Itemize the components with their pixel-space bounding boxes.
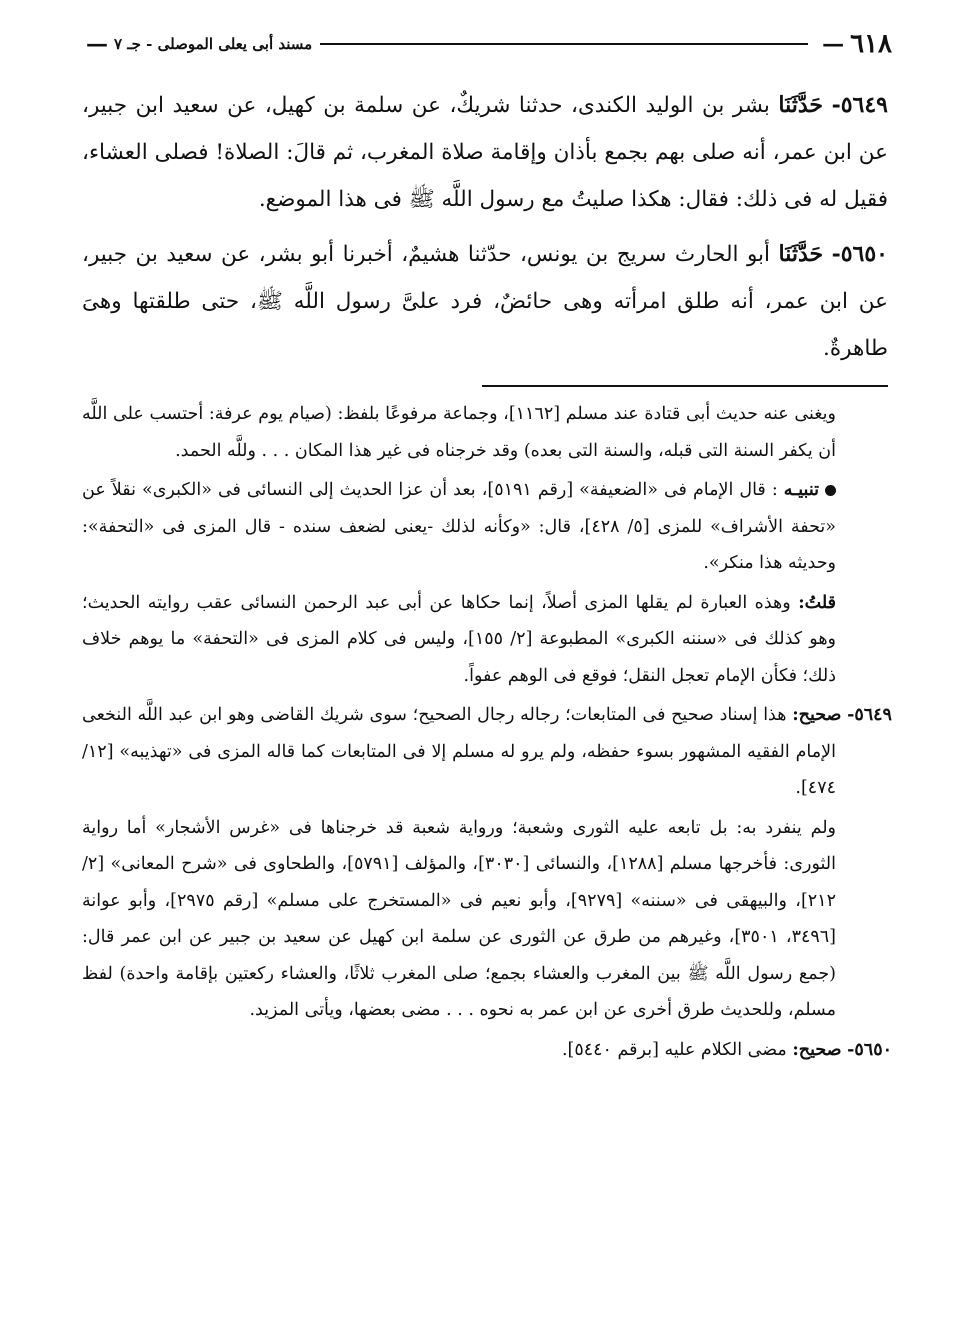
- note-5649: [82, 697, 892, 807]
- book-title: مسند أبى يعلى الموصلى - جـ ٧: [114, 35, 313, 53]
- note-number: ٥٦٤٩-: [847, 705, 892, 725]
- header-dash-end: —: [86, 31, 108, 57]
- page-number: ٦١٨: [850, 29, 892, 59]
- hadith-number: ٥٦٥٠-: [831, 241, 888, 267]
- note-qultu: [82, 585, 892, 695]
- note-continuation: ويغنى عنه حديث أبى قتادة عند مسلم [١١٦٢]، وجماعة مرفوعًا بلفظ: (صيام يوم عرفة: أحتسب على اللَّه أن يكفر السنة التى قبله، والسنة التى بعده) وقد خرجناه فى غير هذا المكان . . . وللَّه الحمد.: [82, 404, 837, 461]
- page-header: [80, 22, 892, 66]
- note-5650: [82, 1032, 892, 1069]
- grade-label: صحيح:: [792, 705, 842, 725]
- qultu-text: وهذه العبارة لم يقلها المزى أصلاً، إنما حكاها عن أبى عبد الرحمن النسائى عقب روايته الحديث؛ وهو كذلك فى «سننه الكبرى» المطبوعة [٢/ ١٥٥]، وليس فى كلام المزى فى «التحفة» ما يوهم خلاف ذلك؛ فكأن الإمام تعجل النقل؛ فوقع فى الوهم عفواً.: [82, 592, 836, 686]
- hadith-5650: [82, 231, 888, 372]
- hadith-text: [82, 82, 888, 380]
- hadith-opening: حَدَّثَنَا: [778, 241, 824, 267]
- hadith-body: أبو الحارث سريج بن يونس، حدّثنا هشيمٌ، أخبرنا أبو بشر، عن سعيد بن جبير، عن ابن عمر، أنه طلق امرأته وهى حائضٌ، فرد علىَّ رسول اللَّه ﷺ، حتى طلقتها وهىَ طاهرةٌ.: [82, 242, 888, 361]
- note-tanbih: [82, 472, 892, 582]
- grade-label: صحيح:: [792, 1039, 842, 1060]
- bullet-icon: [825, 485, 836, 496]
- note-text: هذا إسناد صحيح فى المتابعات؛ رجاله رجال الصحيح؛ سوى شريك القاضى وهو ابن عبد اللَّه النخعى الإمام الفقيه المشهور بسوء حفظه، ولم يرو له مسلم إلا فى المتابعات كما قاله المزى فى «تهذيبه» [١٢/ ٤٧٤].: [82, 705, 836, 798]
- note-text: مضى الكلام عليه [برقم ٥٤٤٠].: [561, 1039, 787, 1060]
- qultu-label: قلتُ:: [798, 592, 836, 613]
- note-number: ٥٦٥٠-: [847, 1039, 892, 1060]
- hadith-body: بشر بن الوليد الكندى، حدثنا شريكٌ، عن سلمة بن كهيل، عن سعيد ابن جبير، عن ابن عمر، أنه صلى بهم بجمع بأذان وإقامة صلاة المغرب، ثم قالَ: الصلاة! فصلى العشاء، فقيل له فى ذلك: فقال: هكذا صليتُ مع رسول اللَّه ﷺ فى هذا الموضع.: [82, 93, 888, 212]
- hadith-5649: [82, 82, 888, 223]
- header-rule: [320, 43, 808, 45]
- hadith-opening: حَدَّثَنَا: [778, 92, 824, 118]
- footnote-separator: [482, 385, 888, 387]
- note-5649-more: ولم ينفرد به: بل تابعه عليه الثورى وشعبة؛ ورواية شعبة قد خرجناها فى «غرس الأشجار» أما رواية الثورى: فأخرجها مسلم [١٢٨٨]، والنسائى [٣٠٣٠]، والمؤلف [٥٧٩١]، والطحاوى فى «شرح المعانى» [٢/ ٢١٢]، والبيهقى فى «سننه» [٩٢٧٩]، وأبو نعيم فى «المستخرج على مسلم» [رقم ٢٩٧٥]، وأبو عوانة [٣٤٩٦، ٣٥٠١]، وغيرهم من طرق عن الثورى عن سلمة ابن كهيل عن سعيد بن جبير عن ابن عمر قال: (جمع رسول اللَّه ﷺ بين المغرب والعشاء بجمع؛ صلى المغرب ثلاثًا، والعشاء ركعتين بإقامة واحدة) لفظ مسلم، وللحديث طرق أخرى عن ابن عمر به نحوه . . . مضى بعضها، ويأتى المزيد.: [82, 817, 836, 1020]
- hadith-number: ٥٦٤٩-: [831, 92, 888, 118]
- tanbih-label: تنبيـه: [783, 480, 819, 500]
- tanbih-text: : قال الإمام فى «الضعيفة» [رقم ٥١٩١]، بعد أن عزا الحديث إلى النسائى فى «الكبرى» نقلاً عن «تحفة الأشراف» للمزى [٥/ ٤٢٨]، قال: «وكأنه لذلك -يعنى لضعف سنده - قال المزى فى «التحفة»: وحديثه هذا منكر».: [82, 480, 836, 573]
- header-dash: —: [822, 31, 845, 57]
- footnotes: [82, 396, 892, 1071]
